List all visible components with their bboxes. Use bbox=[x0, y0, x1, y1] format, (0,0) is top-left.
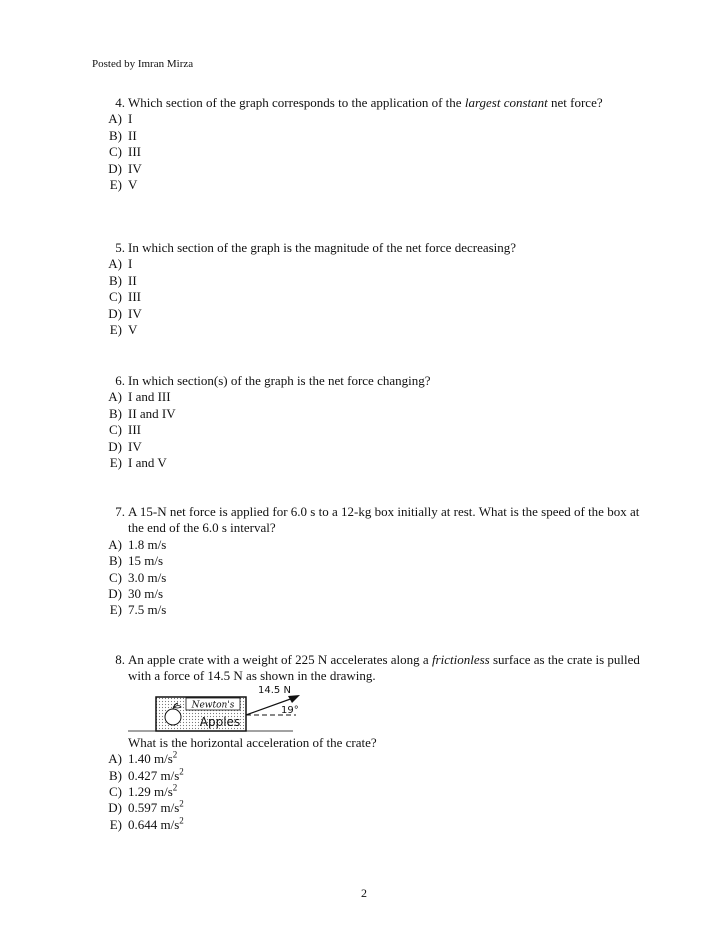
answer-option[interactable]: C) III bbox=[109, 422, 141, 438]
answer-option[interactable]: B) II bbox=[109, 127, 137, 143]
crate-label-line2: Apples bbox=[199, 714, 241, 729]
question-text: In which section of the graph is the magnitude of the net force decreasing? bbox=[128, 240, 517, 255]
answer-option[interactable]: B) 15 m/s bbox=[109, 553, 164, 569]
answer-option[interactable]: A) 1.8 m/s bbox=[108, 536, 167, 552]
question-8 bbox=[92, 652, 652, 833]
question-subtext: What is the horizontal acceleration of the crate? bbox=[128, 734, 377, 750]
answer-option[interactable]: A) 1.40 $m/s^2$ bbox=[108, 749, 178, 767]
answer-option[interactable]: D) IV bbox=[108, 160, 142, 176]
page-header: Posted by Imran Mirza bbox=[92, 58, 194, 70]
answer-option[interactable]: A) I bbox=[108, 256, 133, 272]
answer-option[interactable]: B) 0.427 $m/s^2$ bbox=[109, 766, 184, 783]
question-number: 6. bbox=[115, 373, 125, 388]
question-4 bbox=[92, 95, 652, 193]
question-7 bbox=[92, 504, 652, 619]
answer-option[interactable]: A) I bbox=[108, 111, 133, 127]
question-5 bbox=[92, 240, 652, 338]
answer-option[interactable]: D) IV bbox=[108, 305, 142, 321]
answer-option[interactable]: E) V bbox=[109, 322, 138, 338]
force-label: 14.5 N bbox=[258, 684, 291, 696]
answer-option[interactable]: C) 3.0 m/s bbox=[109, 569, 167, 585]
answer-option[interactable]: C) III bbox=[109, 144, 141, 160]
answer-option[interactable]: E) V bbox=[109, 177, 138, 193]
question-text: In which section(s) of the graph is the net force changing? bbox=[128, 373, 431, 388]
crate-force-diagram bbox=[128, 685, 328, 735]
question-6 bbox=[92, 373, 652, 471]
answer-option[interactable]: D) 0.597 $m/s^2$ bbox=[108, 799, 184, 816]
answer-option[interactable]: C) 1.29 $m/s^2$ bbox=[109, 782, 178, 800]
answer-option[interactable]: D) IV bbox=[108, 438, 142, 454]
emphasis-text: frictionless bbox=[431, 652, 490, 667]
answer-option[interactable]: A) I and III bbox=[108, 389, 171, 405]
crate-diagram-svg bbox=[128, 685, 328, 735]
question-number: 7. bbox=[115, 504, 125, 519]
question-number: 8. bbox=[115, 652, 125, 667]
question-text: A 15-N net force is applied for 6.0 s to a 12-kg box initially at rest. What is the speed of the box at the end of the 6.0 s interval? bbox=[128, 504, 640, 536]
answer-option[interactable]: B) II bbox=[109, 272, 137, 288]
answer-option[interactable]: D) 30 m/s bbox=[108, 586, 164, 602]
crate-label-line1: Newton's bbox=[191, 700, 235, 711]
question-number: 4. bbox=[115, 95, 125, 110]
answer-option[interactable]: C) III bbox=[109, 289, 141, 305]
question-number: 5. bbox=[115, 240, 125, 255]
force-arrow-head bbox=[288, 695, 300, 703]
answer-option[interactable]: E) I and V bbox=[109, 455, 167, 471]
answer-option[interactable]: E) 7.5 m/s bbox=[109, 602, 167, 618]
question-text: Which section of the graph corresponds to the application of the largest constant net force? bbox=[128, 95, 603, 110]
answer-option[interactable]: B) II and IV bbox=[109, 405, 176, 421]
emphasis-text: largest constant bbox=[464, 95, 548, 110]
page-number: 2 bbox=[361, 886, 367, 900]
angle-label: 19° bbox=[281, 704, 299, 716]
question-text: An apple crate with a weight of 225 N accelerates along a frictionless surface as the crate is pulled with a force of 14.5 N as shown in the drawing. bbox=[128, 652, 640, 684]
answer-option[interactable]: E) 0.644 $m/s^2$ bbox=[109, 815, 184, 832]
